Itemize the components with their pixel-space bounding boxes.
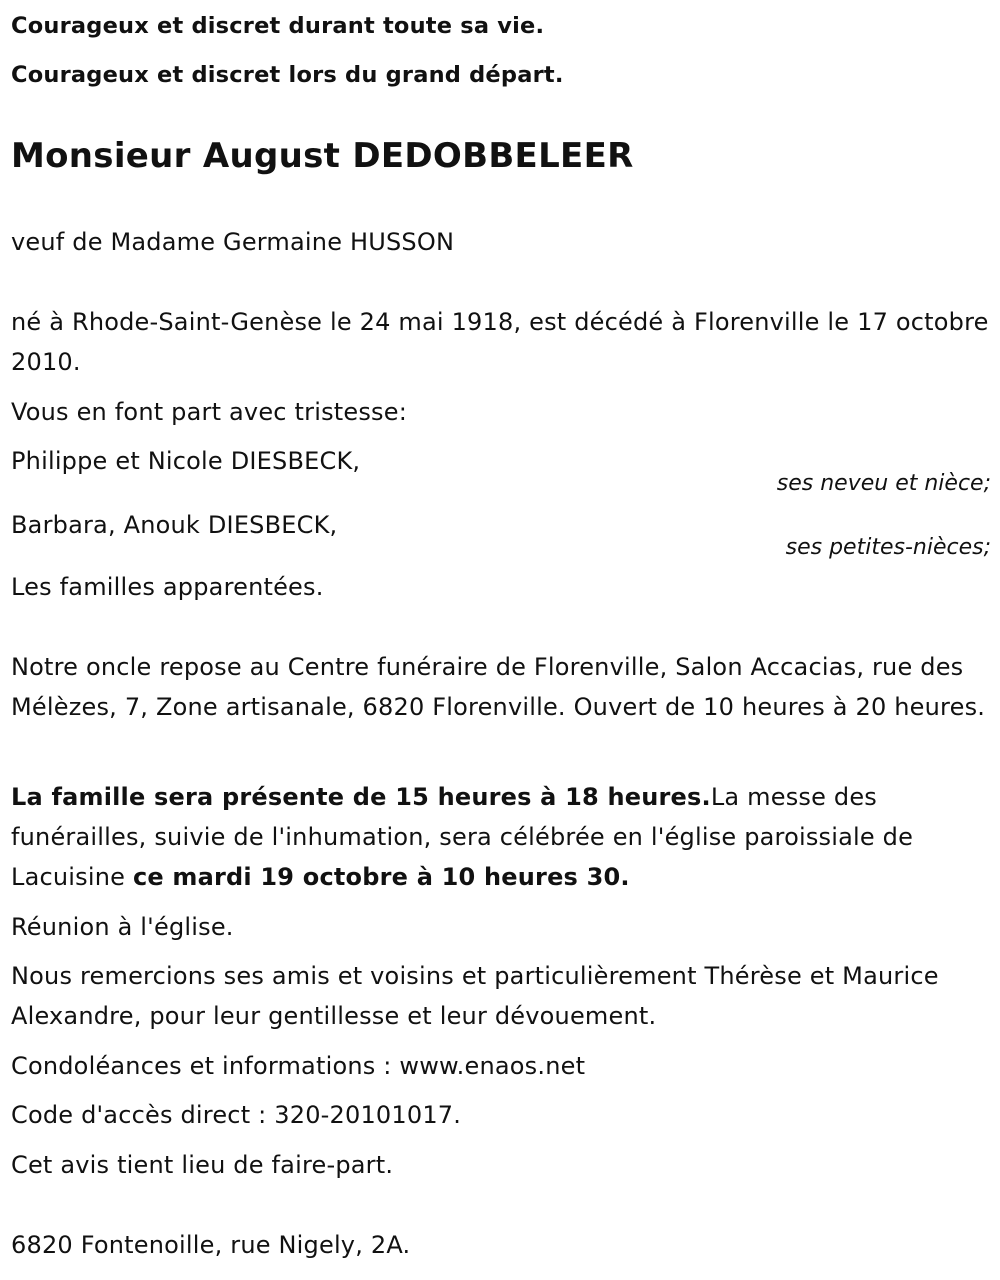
announcement-intro: Vous en font part avec tristesse: — [11, 398, 408, 426]
family-presence: La famille sera présente de 15 heures à 18 heures. — [11, 783, 711, 811]
birth-death-paragraph: né à Rhode-Saint-Genèse le 24 mai 1918, est décédé à Florenville le 17 octobre 2010. — [11, 308, 989, 376]
notice-line: Cet avis tient lieu de faire-part. — [11, 1151, 394, 1179]
family-names-2: Barbara, Anouk DIESBECK, — [11, 511, 338, 539]
meeting-line: Réunion à l'église. — [11, 913, 234, 941]
condolences-line: Condoléances et informations : www.enaos.net — [11, 1052, 586, 1080]
related-families: Les familles apparentées. — [11, 573, 324, 601]
funeral-paragraph — [11, 777, 989, 897]
thanks-paragraph: Nous remercions ses amis et voisins et particulièrement Thérèse et Maurice Alexandre, pour leur gentillesse et leur dévouement. — [11, 962, 939, 1030]
address-line: 6820 Fontenoille, rue Nigely, 2A. — [11, 1231, 411, 1259]
deceased-name: Monsieur August DEDOBBELEER — [11, 136, 634, 176]
mass-date: ce mardi 19 octobre à 10 heures 30. — [132, 863, 630, 891]
family-relation-2: ses petites-nièces; — [785, 535, 991, 560]
rest-place-paragraph: Notre oncle repose au Centre funéraire de Florenville, Salon Accacias, rue des Mélèzes, 7, Zone artisanale, 6820 Florenville. Ouvert de 10 heures à 20 heures. — [11, 653, 986, 721]
motto-line-1: Courageux et discret durant toute sa vie. — [11, 13, 545, 39]
family-names-1: Philippe et Nicole DIESBECK, — [11, 447, 361, 475]
spouse-line: veuf de Madame Germaine HUSSON — [11, 228, 455, 256]
mass-details: La messe des funérailles, suivie de l'inhumation, sera célébrée en l'église paroissiale de Lacuisine — [11, 783, 914, 891]
family-relation-1: ses neveu et nièce; — [776, 471, 991, 496]
motto-line-2: Courageux et discret lors du grand départ. — [11, 62, 564, 88]
access-code-line: Code d'accès direct : 320-20101017. — [11, 1101, 462, 1129]
